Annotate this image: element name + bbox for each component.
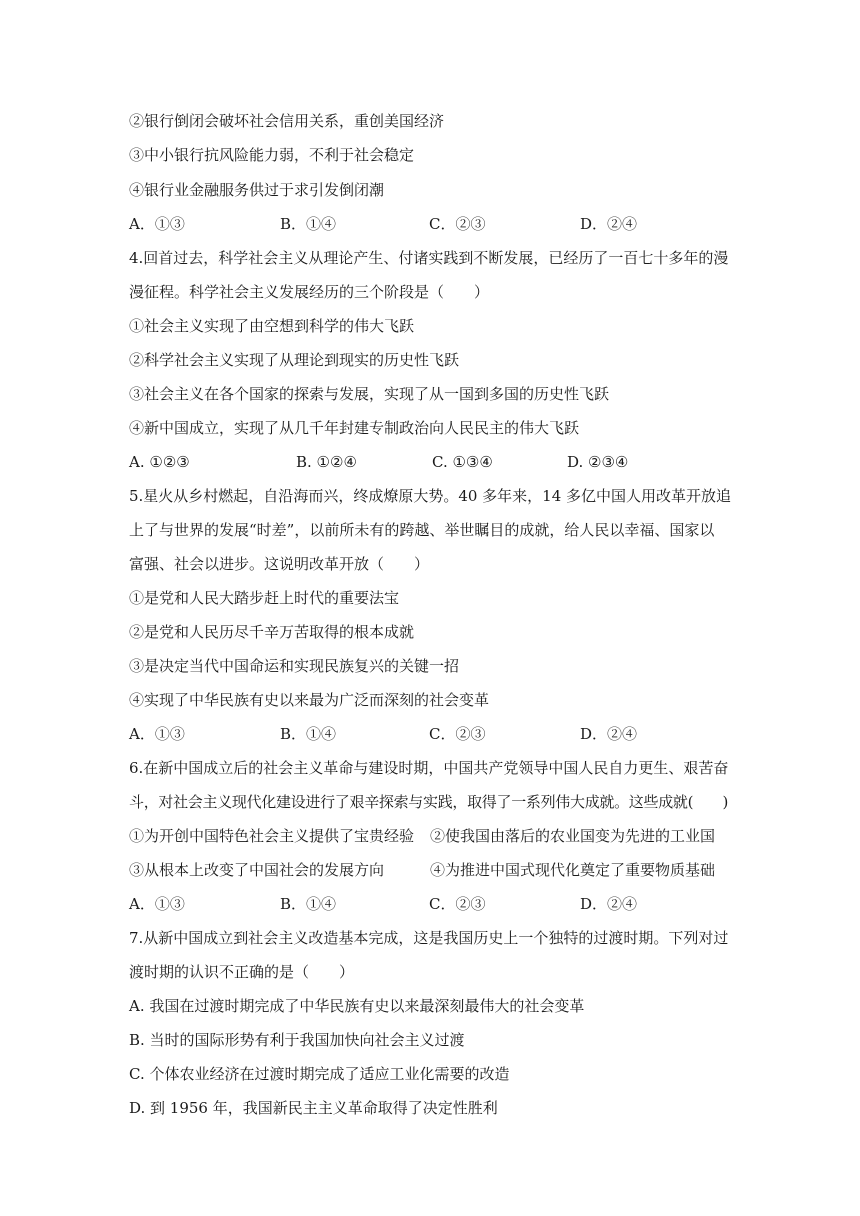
q4-choice-c: C. ①③④ bbox=[432, 453, 493, 471]
q7-choice-b: B. 当时的国际形势有利于我国加快向社会主义过渡 bbox=[129, 1031, 465, 1049]
q6-item-3: ③从根本上改变了中国社会的发展方向 bbox=[129, 861, 385, 879]
q4-item-3: ③社会主义在各个国家的探索与发展，实现了从一国到多国的历史性飞跃 bbox=[129, 385, 610, 403]
option-statement-3: ③中小银行抗风险能力弱，不利于社会稳定 bbox=[129, 146, 415, 164]
q4-item-4: ④新中国成立，实现了从几千年封建专制政治向人民民主的伟大飞跃 bbox=[129, 419, 580, 437]
q4-stem-line-1: 4.回首过去，科学社会主义从理论产生、付诸实践到不断发展，已经历了一百七十多年的漫 bbox=[129, 249, 729, 267]
q7-stem-line-1: 7.从新中国成立到社会主义改造基本完成，这是我国历史上一个独特的过渡时期。下列对过 bbox=[129, 929, 729, 947]
q6-choice-a: A．①③ bbox=[129, 895, 185, 913]
q5-choice-a: A．①③ bbox=[129, 725, 185, 743]
option-statement-2: ②银行倒闭会破坏社会信用关系，重创美国经济 bbox=[129, 112, 445, 130]
q4-choice-a: A. ①②③ bbox=[129, 453, 190, 471]
q7-choice-a: A. 我国在过渡时期完成了中华民族有史以来最深刻最伟大的社会变革 bbox=[129, 997, 585, 1015]
q3-choice-d: D．②④ bbox=[580, 215, 638, 233]
q4-item-2: ②科学社会主义实现了从理论到现实的历史性飞跃 bbox=[129, 351, 460, 369]
q4-stem-line-2: 漫征程。科学社会主义发展经历的三个阶段是（ ） bbox=[129, 283, 490, 301]
q6-choice-d: D．②④ bbox=[580, 895, 638, 913]
q6-choice-b: B．①④ bbox=[280, 895, 337, 913]
q5-item-4: ④实现了中华民族有史以来最为广泛而深刻的社会变革 bbox=[129, 691, 490, 709]
q5-item-3: ③是决定当代中国命运和实现民族复兴的关键一招 bbox=[129, 657, 460, 675]
q5-choice-d: D．②④ bbox=[580, 725, 638, 743]
q6-stem-line-2: 斗，对社会主义现代化建设进行了艰辛探索与实践，取得了一系列伟大成就。这些成就( ) bbox=[129, 793, 729, 811]
q4-choice-d: D. ②③④ bbox=[567, 453, 629, 471]
q7-choice-c: C. 个体农业经济在过渡时期完成了适应工业化需要的改造 bbox=[129, 1065, 510, 1083]
q5-stem-line-2: 上了与世界的发展“时差”，以前所未有的跨越、举世瞩目的成就，给人民以幸福、国家以 bbox=[129, 521, 715, 539]
q5-choice-c: C．②③ bbox=[429, 725, 486, 743]
q4-item-1: ①社会主义实现了由空想到科学的伟大飞跃 bbox=[129, 317, 415, 335]
q4-choice-b: B. ①②④ bbox=[296, 453, 357, 471]
q5-stem-line-1: 5.星火从乡村燃起，自沿海而兴，终成燎原大势。40 多年来，14 多亿中国人用改革开放追 bbox=[129, 487, 732, 505]
q5-item-2: ②是党和人民历尽千辛万苦取得的根本成就 bbox=[129, 623, 415, 641]
q5-stem-line-3: 富强、社会以进步。这说明改革开放（ ） bbox=[129, 555, 430, 573]
q3-choice-c: C．②③ bbox=[429, 215, 486, 233]
q5-choice-b: B．①④ bbox=[280, 725, 337, 743]
q6-choice-c: C．②③ bbox=[429, 895, 486, 913]
q7-choice-d: D. 到 1956 年，我国新民主主义革命取得了决定性胜利 bbox=[129, 1099, 498, 1117]
q3-choice-b: B．①④ bbox=[280, 215, 337, 233]
q6-item-2: ②使我国由落后的农业国变为先进的工业国 bbox=[430, 827, 716, 845]
q5-item-1: ①是党和人民大踏步赶上时代的重要法宝 bbox=[129, 589, 400, 607]
q3-choice-a: A．①③ bbox=[129, 215, 185, 233]
q6-stem-line-1: 6.在新中国成立后的社会主义革命与建设时期，中国共产党领导中国人民自力更生、艰苦奋 bbox=[129, 759, 729, 777]
q6-item-4: ④为推进中国式现代化奠定了重要物质基础 bbox=[430, 861, 716, 879]
option-statement-4: ④银行业金融服务供过于求引发倒闭潮 bbox=[129, 181, 385, 199]
q7-stem-line-2: 渡时期的认识不正确的是（ ） bbox=[129, 963, 355, 981]
q6-item-1: ①为开创中国特色社会主义提供了宝贵经验 bbox=[129, 827, 415, 845]
